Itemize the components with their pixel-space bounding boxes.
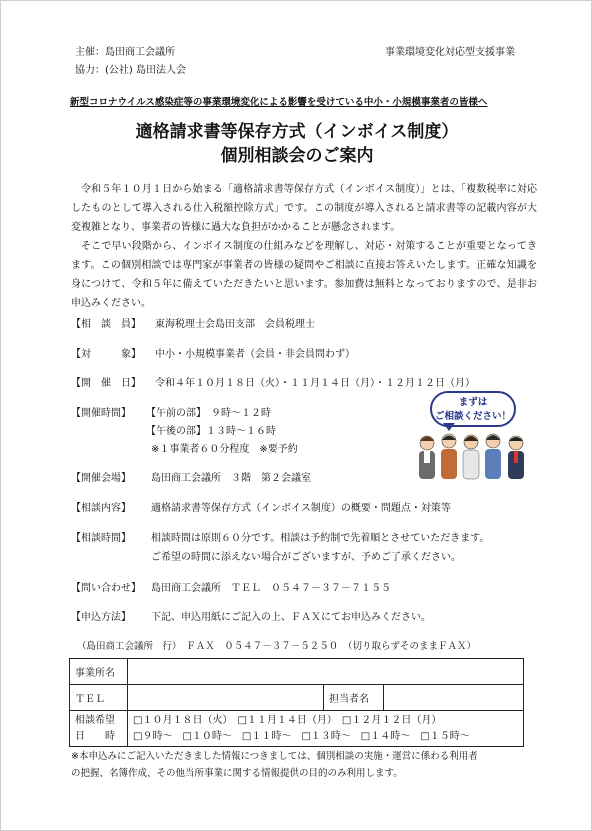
duration-line-1: 相談時間は原則６０分です。相談は予約制で先着順とさせていただきます。: [151, 533, 490, 544]
tel-field[interactable]: [128, 685, 324, 711]
intro-paragraph-1: 令和５年１０月１日から始まる「適格請求書等保存方式（インボイス制度）」とは、「複数税率に対応したものとして導入される仕入税額控除方式」です。この制度が導入されると請求書等の記載内容が大変複雑となり、事業者の皆様に過大な負担がかかることが懸念されます。: [71, 184, 537, 233]
content-label: 【相談内容】: [71, 503, 131, 514]
target-label: 【対 象】: [71, 349, 141, 360]
speech-bubble: [430, 391, 516, 427]
consultants-illustration: [413, 429, 533, 481]
apply-label: 【申込方法】: [71, 612, 131, 623]
time-afternoon: 【午後の部】１３時～１６時: [146, 426, 276, 437]
time-checkboxes[interactable]: □９時～ □１０時～ □１１時～ □１３時～ □１４時～ □１５時～: [133, 730, 470, 742]
cooperation-text: 協力：(公社) 島田法人会: [75, 65, 186, 76]
date-checkboxes[interactable]: □１０月１８日（火） □１１月１４日（月） □１２月１２日（月）: [133, 714, 442, 726]
target-banner: 新型コロナウイルス感染症等の事業環境変化による影響を受けている中小・小規模事業者の皆様へ: [70, 97, 488, 108]
consultant-value: 東海税理士会島田支部 会員税理士: [155, 319, 315, 330]
wish-label-line-1: 相談希望: [75, 714, 115, 726]
venue-value: 島田商工会議所 ３階 第２会議室: [151, 473, 311, 484]
bubble-line-1: まずは: [458, 397, 488, 408]
contact-value: 島田商工会議所 ＴＥＬ ０５４７－３７－７１５５: [151, 583, 391, 594]
duration-line-2: ご希望の時間に添えない場合がございますが、予めご了承ください。: [151, 552, 461, 563]
time-label: 【開催時間】: [71, 408, 131, 419]
bubble-line-2: ご相談ください！: [434, 411, 511, 422]
tel-label: ＴＥＬ: [70, 685, 128, 711]
person-field[interactable]: [384, 685, 524, 711]
time-morning: 【午前の部】 ９時～１２時: [146, 408, 271, 419]
person-label: 担当者名: [324, 685, 384, 711]
contact-label: 【問い合わせ】: [71, 583, 141, 594]
footnote-line-1: ※本申込みにご記入いただきました情報につきましては、個別相談の実施・運営に係わる利用者: [71, 751, 478, 762]
wish-label-cell: [70, 711, 128, 747]
person-4-icon: [485, 434, 501, 479]
person-2-icon: [441, 434, 457, 479]
person-1-icon: [419, 436, 435, 479]
venue-label: 【開催会場】: [71, 473, 131, 484]
consultant-label: 【相 談 員】: [71, 319, 141, 330]
target-value: 中小・小規模事業者（会員・非会員問わず）: [155, 349, 355, 360]
wish-label-line-2: 日 時: [75, 730, 115, 742]
person-3-icon: [463, 435, 479, 479]
wish-options-cell[interactable]: [128, 711, 524, 747]
content-value: 適格請求書等保存方式（インボイス制度）の概要・問題点・対策等: [151, 503, 451, 514]
company-label: 事業所名: [70, 659, 128, 685]
person-5-icon: [508, 436, 524, 479]
page-subtitle: 個別相談会のご案内: [220, 146, 374, 166]
footnote-line-2: の把握、名簿作成、その他当所事業に関する情報提供の目的のみ利用します。: [71, 768, 403, 779]
program-text: 事業環境変化対応型支援事業: [385, 47, 515, 58]
date-value: 令和４年１０月１８日（火）・１１月１４日（月）・１２月１２日（月）: [155, 378, 475, 389]
page-title: 適格請求書等保存方式（インボイス制度）: [135, 122, 459, 142]
fax-line: （島田商工会議所 行） ＦＡＸ ０５４７－３７－５２５０ （切り取らずそのままＦＡＸ）: [77, 641, 477, 652]
time-note: ※１事業者６０分程度 ※要予約: [151, 444, 298, 455]
application-form: [69, 658, 524, 747]
company-field[interactable]: [128, 659, 524, 685]
organizer-text: 主催：島田商工会議所: [75, 47, 175, 58]
date-label: 【開 催 日】: [71, 378, 141, 389]
duration-label: 【相談時間】: [71, 533, 131, 544]
intro-paragraph-2: そこで早い段階から、インボイス制度の仕組みなどを理解し、対応・対策することが重要となってきます。この個別相談では専門家が事業者の皆様の疑問やご相談に直接お答えいたします。正確な知識を身につけて、令和５年に備えていただきたいと思います。参加費は無料となっておりますので、是非お申込みください。: [71, 241, 537, 309]
apply-value: 下記、申込用紙にご記入の上、ＦＡＸにてお申込みください。: [151, 612, 431, 623]
